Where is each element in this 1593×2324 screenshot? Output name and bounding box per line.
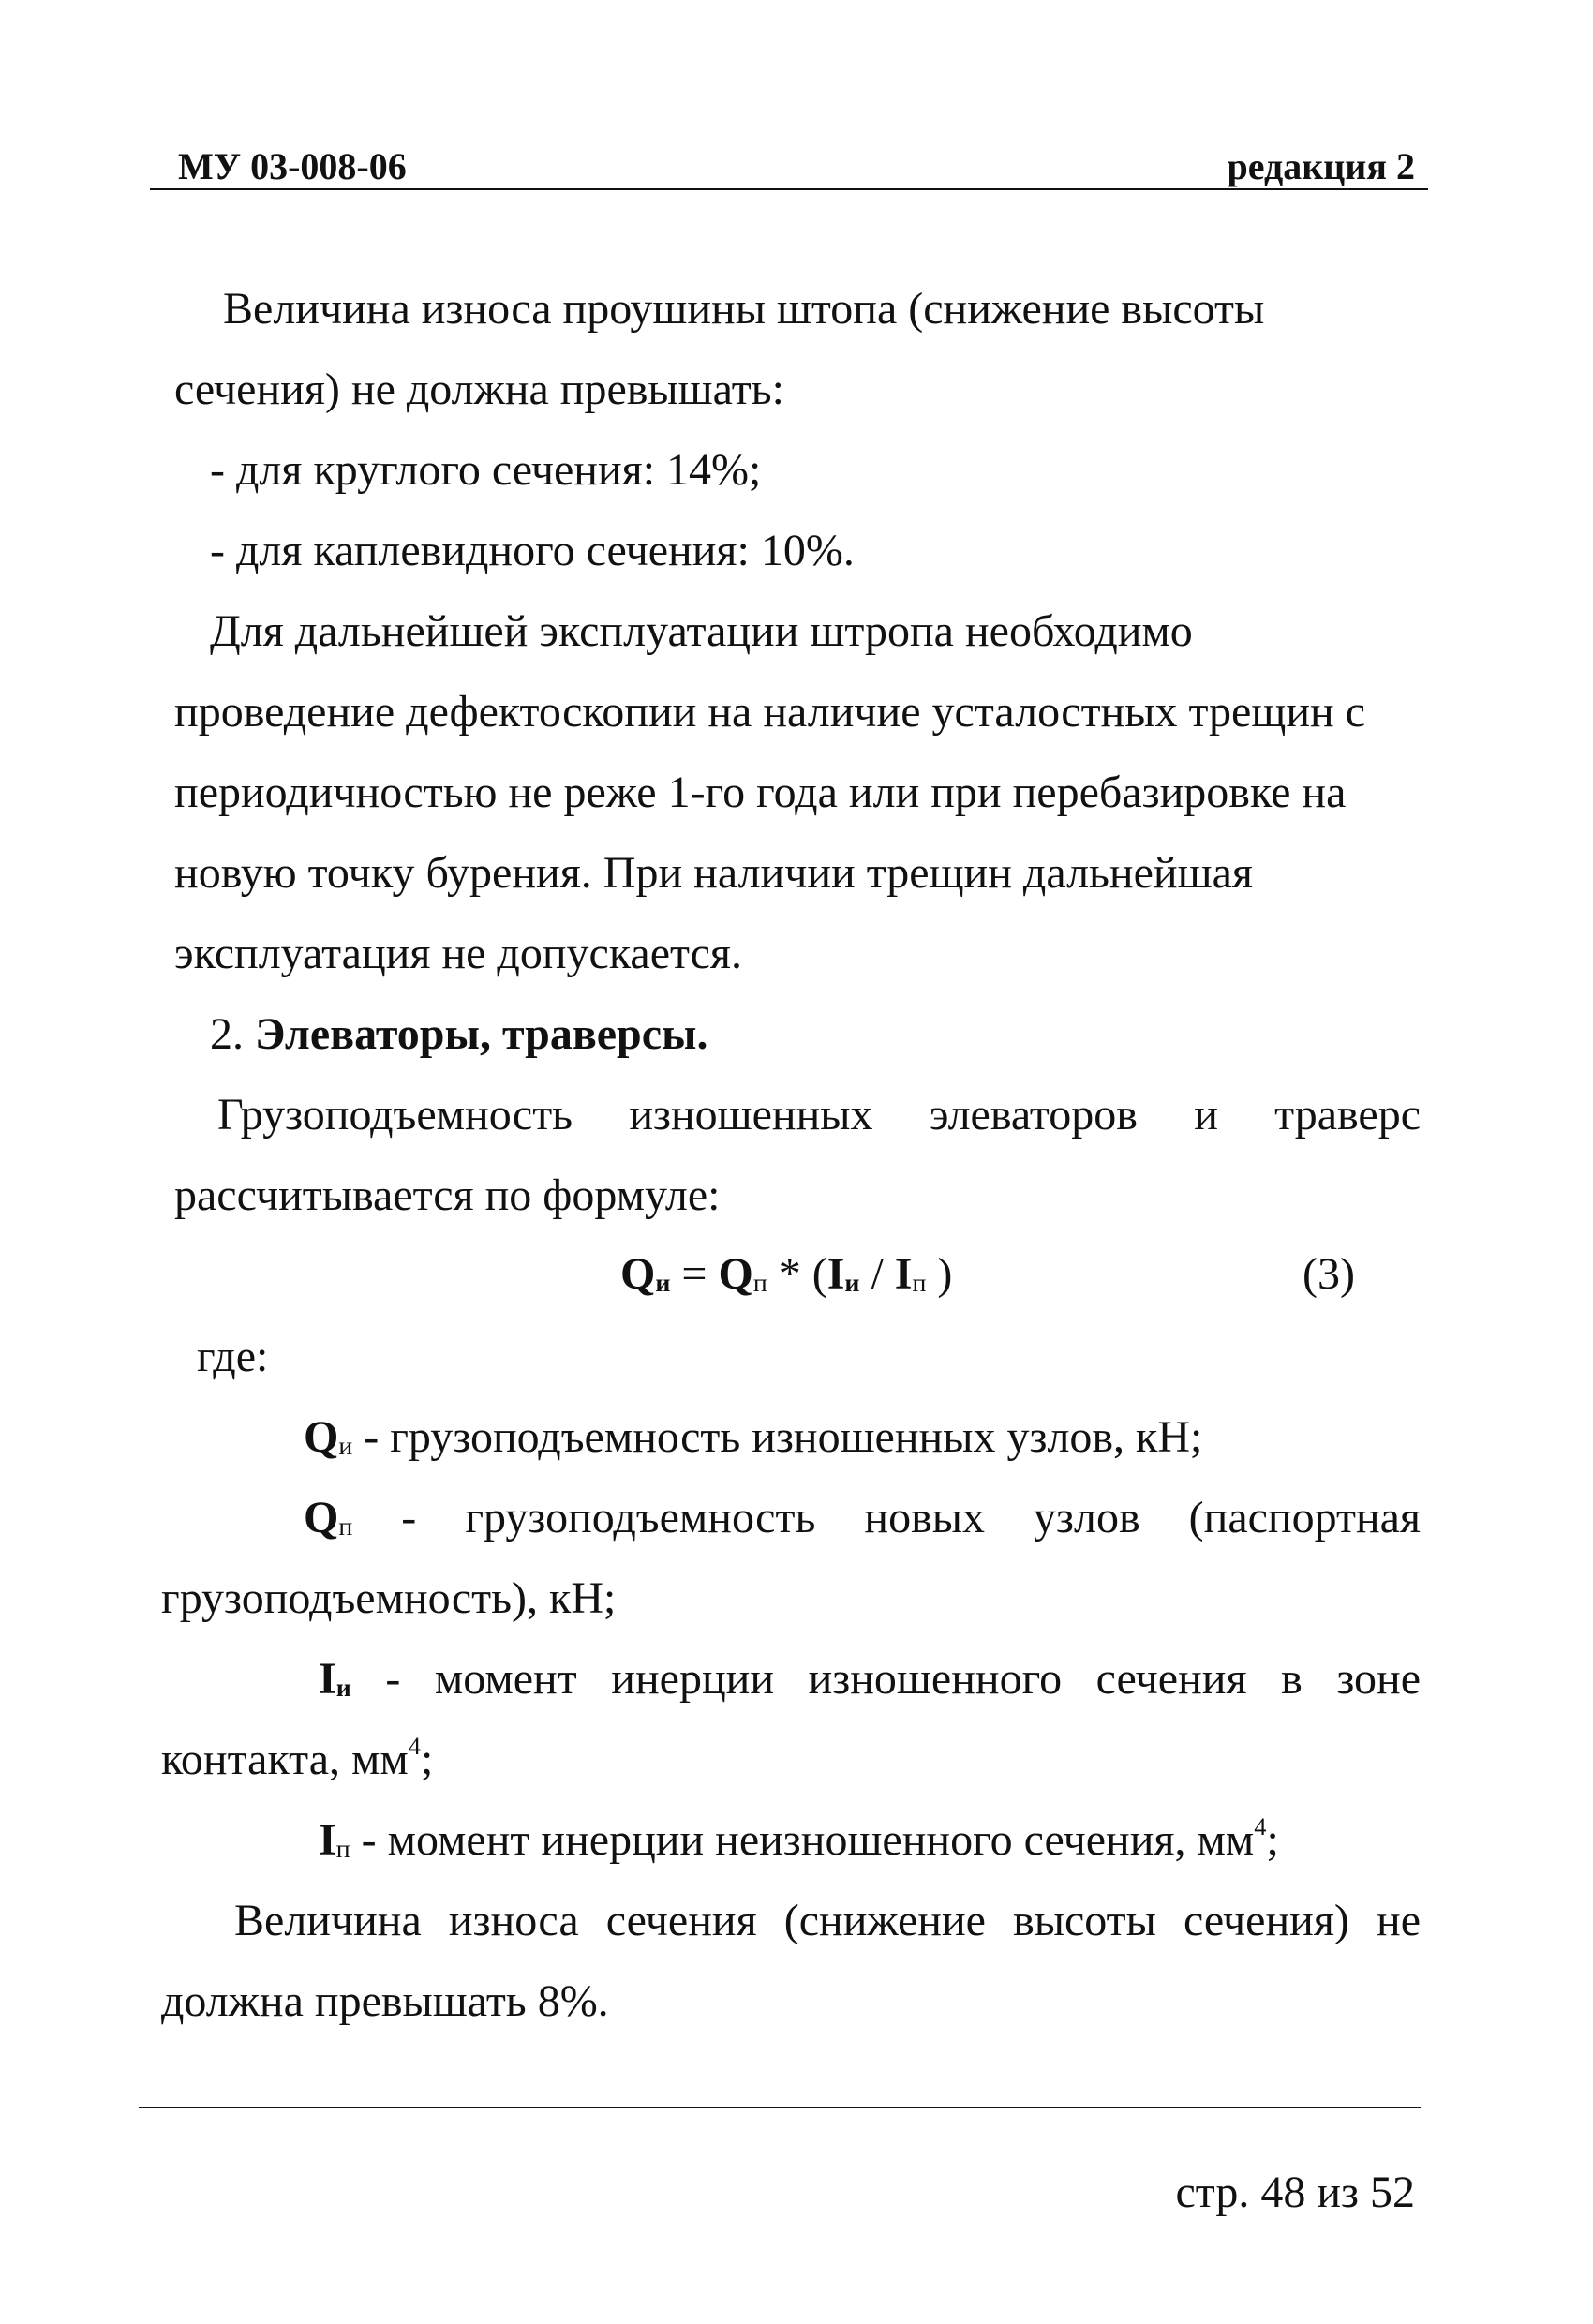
definition-Ip: $I_п$ - момент инерции неизношенного сечения, $мм^4$;: [319, 1811, 1279, 1865]
header-rule: [150, 188, 1428, 190]
paragraph-line: эксплуатация не допускается.: [174, 929, 742, 978]
doc-code: МУ 03-008-06: [178, 145, 407, 187]
paragraph-line: Величина износа проушины штопа (снижение высоты: [223, 284, 1265, 334]
paragraph-line: Величина износа сечения (снижение высоты сечения) не: [234, 1896, 1421, 1945]
paragraph-line: должна превышать 8%.: [161, 1976, 609, 2026]
list-item-drop: - для каплевидного сечения: 10%.: [210, 526, 855, 575]
paragraph-line: рассчитывается по формуле:: [174, 1170, 721, 1220]
revision-label: редакция 2: [1227, 145, 1415, 187]
section-number: 2.: [210, 1009, 244, 1059]
definition-Ii: $I_и$ - момент инерции изношенного сечения в зоне: [319, 1654, 1422, 1704]
paragraph-line: Для дальнейшей эксплуатации штропа необходимо: [210, 606, 1193, 656]
paragraph-line: Грузоподъемность изношенных элеваторов и траверс: [217, 1090, 1421, 1140]
section-heading: [210, 1009, 708, 1059]
list-item-round: - для круглого сечения: 14%;: [210, 445, 762, 495]
paragraph-line: сечения) не должна превышать:: [174, 365, 784, 414]
definition-Qp: $Q_п$ - грузоподъемность новых узлов (паспортная: [304, 1493, 1422, 1542]
where-label: где:: [197, 1332, 269, 1381]
definition-Qi: $Q_и$ - грузоподъемность изношенных узлов, кН;: [304, 1412, 1203, 1462]
section-title: Элеваторы, траверсы.: [255, 1009, 708, 1059]
formula: $Q_и = Q_п * (I_и / I_п$ ): [620, 1249, 953, 1299]
formula-number: (3): [1303, 1249, 1355, 1299]
definition-Ii-cont: контакта, $мм^4$;: [161, 1731, 434, 1784]
definition-Qp-cont: грузоподъемность), кН;: [161, 1573, 617, 1623]
page-number: стр. 48 из 52: [1175, 2168, 1415, 2217]
footer-rule: [139, 2107, 1421, 2108]
paragraph-line: новую точку бурения. При наличии трещин дальнейшая: [174, 848, 1253, 898]
paragraph-line: периодичностью не реже 1-го года или при перебазировке на: [174, 767, 1347, 817]
paragraph-line: проведение дефектоскопии на наличие усталостных трещин с: [174, 687, 1365, 737]
